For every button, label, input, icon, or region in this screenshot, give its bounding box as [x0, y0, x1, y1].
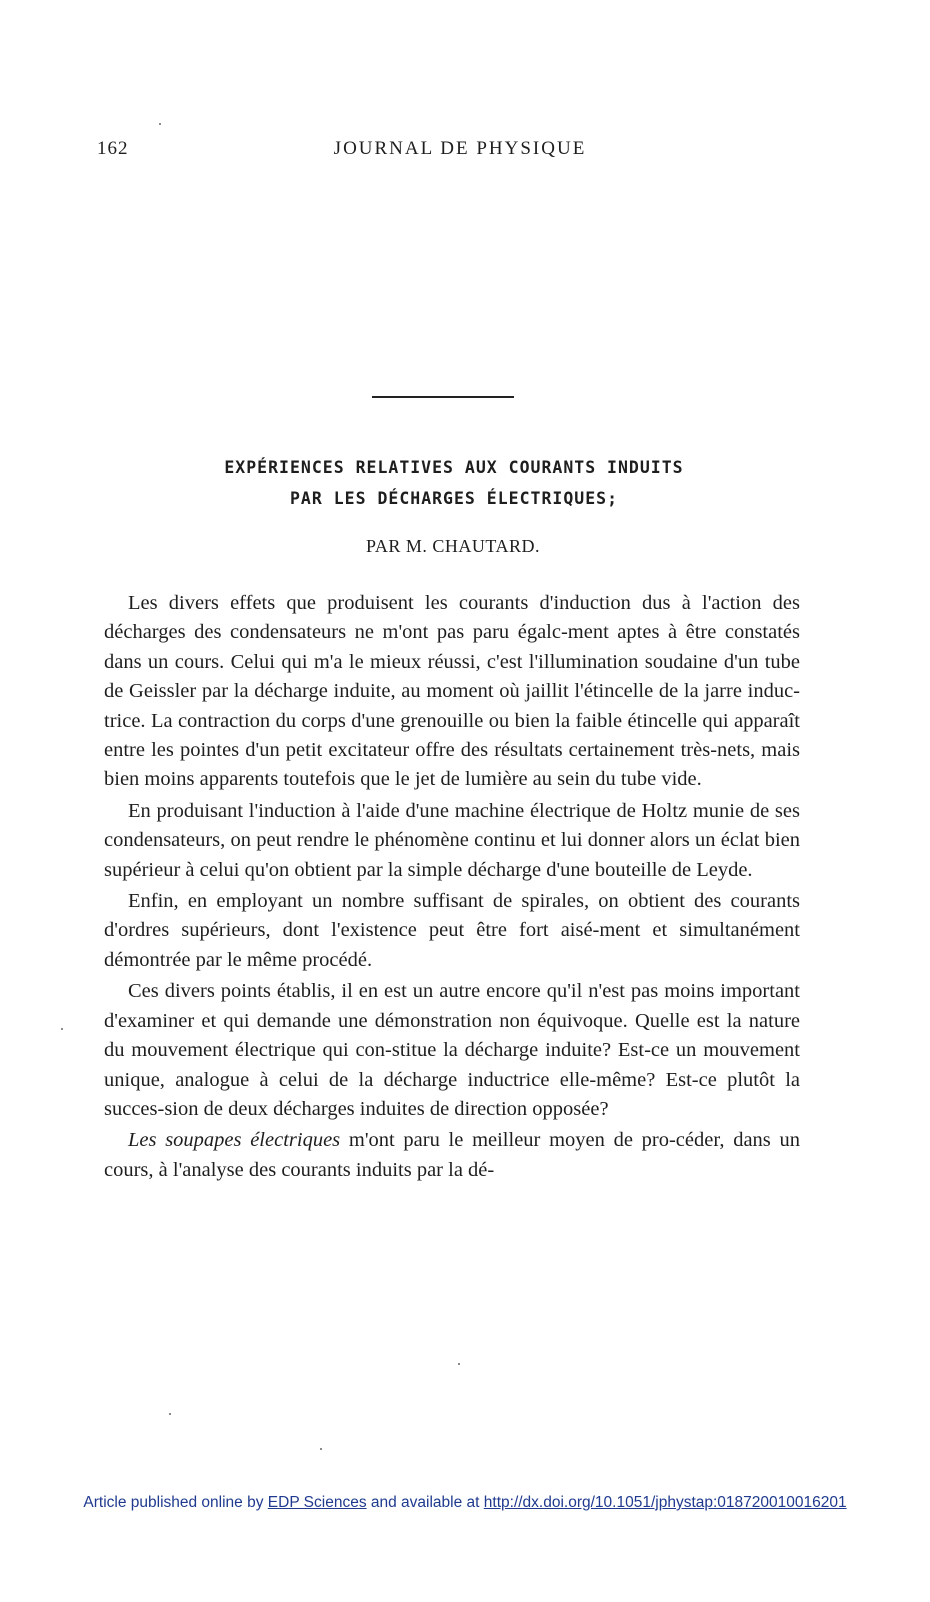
paragraph-2: En produisant l'induction à l'aide d'une machine électrique de Holtz munie de ses condensateurs, on peut rendre le phénomène continu et lui donner alors un éclat bien supérieur à celui qu'on obtient par la simple décharge d'une bouteille de Leyde. — [104, 799, 800, 881]
paragraph-5-text: m'ont paru le meilleur moyen de pro-céder, dans un cours, à l'analyse des courants induits par la dé- — [104, 1129, 800, 1181]
paragraph-5 — [104, 1126, 800, 1185]
footer-prefix: Article published online by — [83, 1494, 268, 1511]
scan-speck — [169, 1413, 171, 1415]
italic-phrase: Les soupapes électriques — [128, 1129, 341, 1152]
paragraph-1: Les divers effets que produisent les courants d'induction dus à l'action des décharges des condensateurs ne m'ont pas paru égalc-ment aptes à être constatés dans un cours. Celui qui m'a le mieux réussi, c'est l'illumination soudaine d'un tube de Geissler par la décharge induite, au moment où jaillit l'étincelle de la jarre induc-trice. La contraction du corps d'une grenouille ou bien la faible étincelle qui apparaît entre les pointes d'un petit excitateur offre des résultats certainement très-nets, mais bien moins apparents toutefois que le jet de lumière au sein du tube vide. — [104, 592, 800, 791]
paragraph-4: Ces divers points établis, il en est un autre encore qu'il n'est pas moins important d'examiner et qui demande une démonstration non équivoque. Quelle est la nature du mouvement électrique qui con-stitue la décharge induite? Est-ce un mouvement unique, analogue à celui de la décharge inductrice elle-même? Est-ce plutôt la succes-sion de deux décharges induites de direction opposée? — [104, 980, 800, 1120]
page-number: 162 — [97, 138, 129, 159]
article-body — [104, 589, 800, 1187]
doi-link[interactable]: http://dx.doi.org/10.1051/jphystap:018720010016201 — [483, 1494, 847, 1511]
scan-speck — [320, 1448, 322, 1450]
publication-footer — [0, 1494, 930, 1512]
footer-middle: and available at — [366, 1494, 484, 1511]
edp-sciences-link[interactable]: EDP Sciences — [267, 1494, 367, 1511]
running-head: JOURNAL DE PHYSIQUE — [333, 138, 587, 159]
section-divider — [372, 396, 514, 398]
article-title-line-1: EXPÉRIENCES RELATIVES AUX COURANTS INDUITS — [224, 458, 684, 477]
paragraph-3: Enfin, en employant un nombre suffisant de spirales, on obtient des courants d'ordres supérieurs, dont l'existence peut être fort aisé-ment et simultanément démontrée par le même procédé. — [104, 890, 800, 971]
article-title-line-2: PAR LES DÉCHARGES ÉLECTRIQUES; — [289, 489, 618, 508]
scan-speck — [159, 123, 161, 125]
article-author: PAR M. CHAUTARD. — [366, 536, 540, 556]
scan-speck — [61, 1028, 63, 1030]
scan-speck — [458, 1363, 460, 1365]
